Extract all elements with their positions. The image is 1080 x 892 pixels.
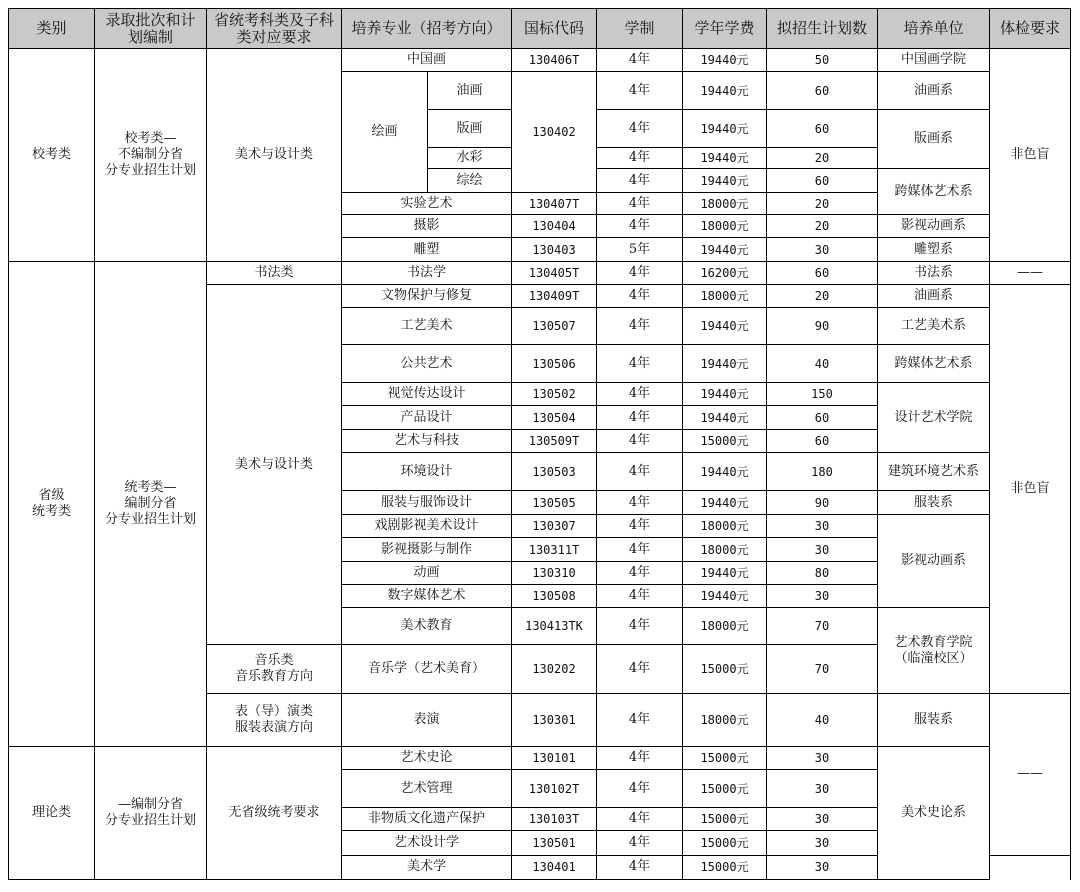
years-cell: 4年 <box>597 808 683 831</box>
sub-major-cell: 水彩 <box>428 148 512 169</box>
major-cell: 绘画 <box>342 72 428 193</box>
header-category: 类别 <box>9 9 95 49</box>
fee-cell: 19440元 <box>683 345 767 383</box>
major-cell: 摄影 <box>342 215 512 238</box>
plan-cell: 40 <box>767 345 878 383</box>
header-physical: 体检要求 <box>990 9 1071 49</box>
plan-cell: 30 <box>767 585 878 608</box>
years-cell: 4年 <box>597 308 683 345</box>
unit-cell: 书法系 <box>878 262 990 285</box>
major-cell: 动画 <box>342 562 512 585</box>
header-row <box>9 9 1071 49</box>
physical-cell: —— <box>990 262 1071 285</box>
major-cell: 工艺美术 <box>342 308 512 345</box>
plan-cell: 30 <box>767 808 878 831</box>
fee-cell: 19440元 <box>683 383 767 406</box>
years-cell: 4年 <box>597 770 683 808</box>
physical-cell: 非色盲 <box>990 49 1071 262</box>
plan-cell: 80 <box>767 562 878 585</box>
fee-cell: 19440元 <box>683 585 767 608</box>
plan-cell: 90 <box>767 308 878 345</box>
major-cell: 艺术管理 <box>342 770 512 808</box>
code-cell: 130401 <box>512 855 597 880</box>
major-cell: 音乐学（艺术美育） <box>342 645 512 694</box>
major-cell: 影视摄影与制作 <box>342 538 512 562</box>
unit-cell: 版画系 <box>878 110 990 169</box>
fee-cell: 15000元 <box>683 770 767 808</box>
subject-cell: 音乐类 音乐教育方向 <box>207 645 342 694</box>
years-cell: 4年 <box>597 193 683 215</box>
code-cell: 130406T <box>512 49 597 72</box>
subject-cell: 美术与设计类 <box>207 285 342 645</box>
years-cell: 4年 <box>597 694 683 747</box>
fee-cell: 18000元 <box>683 515 767 538</box>
physical-cell: 非色盲 <box>990 285 1071 694</box>
fee-cell: 15000元 <box>683 430 767 453</box>
fee-cell: 15000元 <box>683 645 767 694</box>
subject-cell: 表（导）演类 服装表演方向 <box>207 694 342 747</box>
header-plan: 拟招生计划数 <box>767 9 878 49</box>
years-cell: 4年 <box>597 645 683 694</box>
major-cell: 视觉传达设计 <box>342 383 512 406</box>
category-cell: 校考类 <box>9 49 95 262</box>
header-code: 国标代码 <box>512 9 597 49</box>
years-cell: 4年 <box>597 562 683 585</box>
fee-cell: 18000元 <box>683 694 767 747</box>
fee-cell: 19440元 <box>683 72 767 110</box>
plan-cell: 150 <box>767 383 878 406</box>
major-cell: 书法学 <box>342 262 512 285</box>
unit-cell: 设计艺术学院 <box>878 383 990 453</box>
subject-cell: 无省级统考要求 <box>207 747 342 880</box>
years-cell: 4年 <box>597 383 683 406</box>
unit-cell: 艺术教育学院 （临潼校区） <box>878 608 990 694</box>
major-cell: 戏剧影视美术设计 <box>342 515 512 538</box>
years-cell: 4年 <box>597 215 683 238</box>
major-cell: 非物质文化遗产保护 <box>342 808 512 831</box>
plan-cell: 30 <box>767 770 878 808</box>
batch-cell: —编制分省 分专业招生计划 <box>95 747 207 880</box>
years-cell: 4年 <box>597 285 683 308</box>
major-cell: 美术教育 <box>342 608 512 645</box>
fee-cell: 19440元 <box>683 406 767 430</box>
code-cell: 130502 <box>512 383 597 406</box>
code-cell: 130413TK <box>512 608 597 645</box>
code-cell: 130409T <box>512 285 597 308</box>
plan-cell: 20 <box>767 148 878 169</box>
unit-cell: 影视动画系 <box>878 215 990 238</box>
years-cell: 4年 <box>597 855 683 880</box>
major-cell: 产品设计 <box>342 406 512 430</box>
unit-cell: 美术史论系 <box>878 747 990 880</box>
unit-cell: 中国画学院 <box>878 49 990 72</box>
code-cell: 130506 <box>512 345 597 383</box>
years-cell: 4年 <box>597 491 683 515</box>
plan-cell: 30 <box>767 747 878 770</box>
years-cell: 4年 <box>597 169 683 193</box>
code-cell: 130101 <box>512 747 597 770</box>
fee-cell: 19440元 <box>683 308 767 345</box>
plan-cell: 70 <box>767 645 878 694</box>
plan-cell: 60 <box>767 72 878 110</box>
fee-cell: 19440元 <box>683 491 767 515</box>
unit-cell: 服装系 <box>878 694 990 747</box>
plan-cell: 70 <box>767 608 878 645</box>
fee-cell: 19440元 <box>683 148 767 169</box>
code-cell: 130403 <box>512 238 597 262</box>
header-batch: 录取批次和计 划编制 <box>95 9 207 49</box>
major-cell: 表演 <box>342 694 512 747</box>
header-subject: 省统考科类及子科 类对应要求 <box>207 9 342 49</box>
unit-cell: 跨媒体艺术系 <box>878 169 990 215</box>
code-cell: 130301 <box>512 694 597 747</box>
years-cell: 4年 <box>597 747 683 770</box>
code-cell: 130404 <box>512 215 597 238</box>
years-cell: 4年 <box>597 453 683 491</box>
category-cell: 理论类 <box>9 747 95 880</box>
fee-cell: 19440元 <box>683 169 767 193</box>
years-cell: 4年 <box>597 831 683 856</box>
plan-cell: 60 <box>767 169 878 193</box>
major-cell: 雕塑 <box>342 238 512 262</box>
header-unit: 培养单位 <box>878 9 990 49</box>
code-cell: 130311T <box>512 538 597 562</box>
major-cell: 公共艺术 <box>342 345 512 383</box>
fee-cell: 18000元 <box>683 538 767 562</box>
years-cell: 4年 <box>597 72 683 110</box>
plan-cell: 40 <box>767 694 878 747</box>
physical-cell: —— <box>990 694 1071 856</box>
table-row <box>9 747 1071 770</box>
years-cell: 4年 <box>597 110 683 148</box>
fee-cell: 15000元 <box>683 855 767 880</box>
code-cell: 130310 <box>512 562 597 585</box>
fee-cell: 19440元 <box>683 562 767 585</box>
table-row <box>9 49 1071 72</box>
years-cell: 4年 <box>597 430 683 453</box>
code-cell: 130501 <box>512 831 597 856</box>
plan-cell: 60 <box>767 430 878 453</box>
sub-major-cell: 综绘 <box>428 169 512 193</box>
unit-cell: 建筑环境艺术系 <box>878 453 990 491</box>
years-cell: 4年 <box>597 585 683 608</box>
code-cell: 130503 <box>512 453 597 491</box>
major-cell: 文物保护与修复 <box>342 285 512 308</box>
subject-cell: 书法类 <box>207 262 342 285</box>
code-cell: 130407T <box>512 193 597 215</box>
code-cell: 130508 <box>512 585 597 608</box>
major-cell: 美术学 <box>342 855 512 880</box>
major-cell: 环境设计 <box>342 453 512 491</box>
years-cell: 4年 <box>597 406 683 430</box>
plan-cell: 30 <box>767 515 878 538</box>
unit-cell: 工艺美术系 <box>878 308 990 345</box>
fee-cell: 15000元 <box>683 808 767 831</box>
code-cell: 130307 <box>512 515 597 538</box>
years-cell: 5年 <box>597 238 683 262</box>
fee-cell: 18000元 <box>683 608 767 645</box>
plan-cell: 30 <box>767 538 878 562</box>
sub-major-cell: 油画 <box>428 72 512 110</box>
years-cell: 4年 <box>597 608 683 645</box>
plan-cell: 60 <box>767 406 878 430</box>
code-cell: 130102T <box>512 770 597 808</box>
fee-cell: 19440元 <box>683 49 767 72</box>
table-row <box>9 262 1071 285</box>
plan-cell: 20 <box>767 215 878 238</box>
code-cell: 130504 <box>512 406 597 430</box>
major-cell: 服装与服饰设计 <box>342 491 512 515</box>
code-cell: 130402 <box>512 72 597 193</box>
header-years: 学制 <box>597 9 683 49</box>
major-cell: 中国画 <box>342 49 512 72</box>
major-cell: 艺术设计学 <box>342 831 512 856</box>
years-cell: 4年 <box>597 345 683 383</box>
fee-cell: 19440元 <box>683 238 767 262</box>
years-cell: 4年 <box>597 515 683 538</box>
unit-cell: 影视动画系 <box>878 515 990 608</box>
admissions-table <box>8 8 1071 880</box>
code-cell: 130507 <box>512 308 597 345</box>
plan-cell: 30 <box>767 238 878 262</box>
category-cell: 省级 统考类 <box>9 262 95 747</box>
code-cell: 130103T <box>512 808 597 831</box>
code-cell: 130505 <box>512 491 597 515</box>
years-cell: 4年 <box>597 49 683 72</box>
header-fee: 学年学费 <box>683 9 767 49</box>
major-cell: 数字媒体艺术 <box>342 585 512 608</box>
plan-cell: 50 <box>767 49 878 72</box>
plan-cell: 60 <box>767 110 878 148</box>
subject-cell: 美术与设计类 <box>207 49 342 262</box>
fee-cell: 19440元 <box>683 453 767 491</box>
batch-cell: 统考类— 编制分省 分专业招生计划 <box>95 262 207 747</box>
plan-cell: 20 <box>767 285 878 308</box>
fee-cell: 16200元 <box>683 262 767 285</box>
years-cell: 4年 <box>597 262 683 285</box>
unit-cell: 油画系 <box>878 285 990 308</box>
batch-cell: 校考类— 不编制分省 分专业招生计划 <box>95 49 207 262</box>
fee-cell: 19440元 <box>683 110 767 148</box>
fee-cell: 15000元 <box>683 747 767 770</box>
unit-cell: 跨媒体艺术系 <box>878 345 990 383</box>
plan-cell: 90 <box>767 491 878 515</box>
major-cell: 实验艺术 <box>342 193 512 215</box>
unit-cell: 油画系 <box>878 72 990 110</box>
plan-cell: 180 <box>767 453 878 491</box>
major-cell: 艺术与科技 <box>342 430 512 453</box>
unit-cell: 雕塑系 <box>878 238 990 262</box>
plan-cell: 60 <box>767 262 878 285</box>
fee-cell: 15000元 <box>683 831 767 856</box>
years-cell: 4年 <box>597 538 683 562</box>
plan-cell: 30 <box>767 831 878 856</box>
code-cell: 130509T <box>512 430 597 453</box>
fee-cell: 18000元 <box>683 285 767 308</box>
sub-major-cell: 版画 <box>428 110 512 148</box>
code-cell: 130202 <box>512 645 597 694</box>
years-cell: 4年 <box>597 148 683 169</box>
unit-cell: 服装系 <box>878 491 990 515</box>
plan-cell: 20 <box>767 193 878 215</box>
fee-cell: 18000元 <box>683 215 767 238</box>
plan-cell: 30 <box>767 855 878 880</box>
code-cell: 130405T <box>512 262 597 285</box>
fee-cell: 18000元 <box>683 193 767 215</box>
major-cell: 艺术史论 <box>342 747 512 770</box>
header-major: 培养专业（招考方向） <box>342 9 512 49</box>
